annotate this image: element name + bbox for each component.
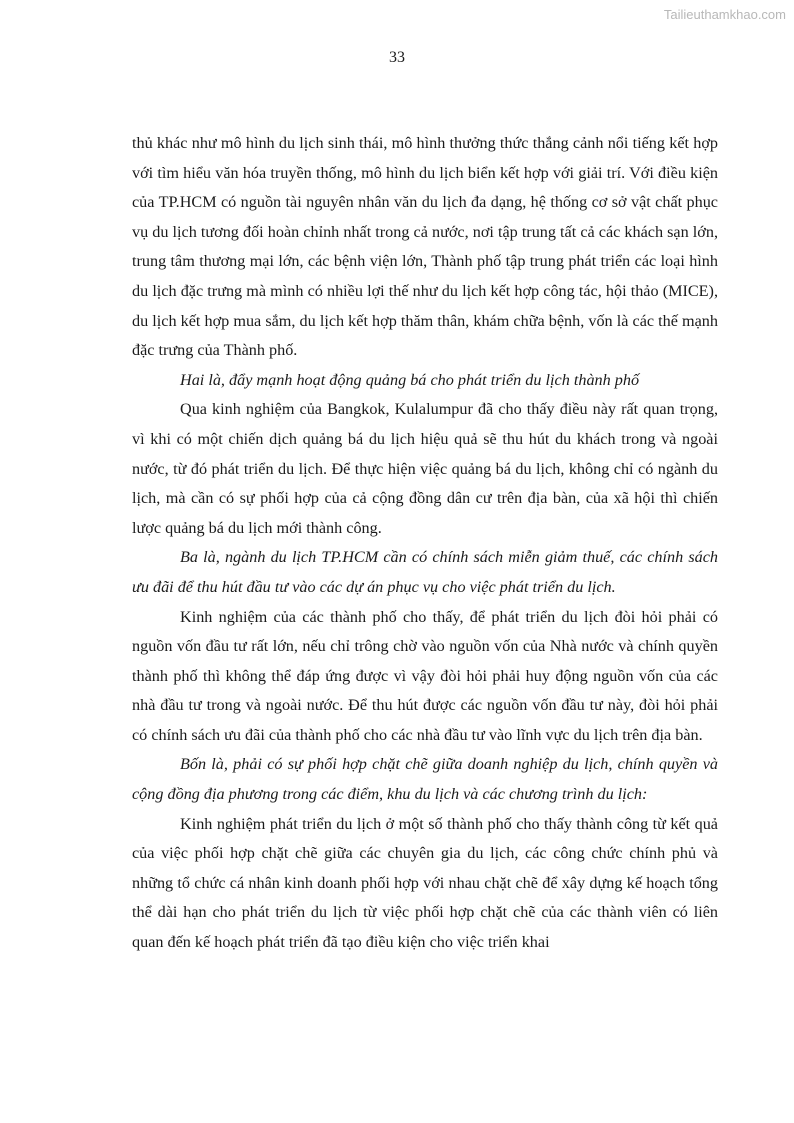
watermark: Tailieuthamkhao.com: [663, 7, 786, 22]
document-body: [132, 129, 718, 958]
paragraph-point-four: Kinh nghiệm phát triển du lịch ở một số thành phố cho thấy thành công từ kết quả của việc phối hợp chặt chẽ giữa các chuyên gia du lịch, các công chức chính phủ và những tổ chức cá nhân kinh doanh phối hợp với nhau chặt chẽ để xây dựng kế hoạch tổng thể dài hạn cho phát triển du lịch từ việc phối hợp chặt chẽ của các thành viên có liên quan đến kế hoạch phát triển đã tạo điều kiện cho việc triển khai: [132, 814, 718, 952]
heading-point-four: Bốn là, phải có sự phối hợp chặt chẽ giữa doanh nghiệp du lịch, chính quyền và cộng đồng địa phương trong các điểm, khu du lịch và các chương trình du lịch:: [132, 755, 718, 804]
heading-point-three: Ba là, ngành du lịch TP.HCM cần có chính sách miễn giảm thuế, các chính sách ưu đãi để thu hút đầu tư vào các dự án phục vụ cho việc phát triển du lịch.: [132, 548, 718, 596]
paragraph-point-two: Qua kinh nghiệm của Bangkok, Kulalumpur đã cho thấy điều này rất quan trọng, vì khi có một chiến dịch quảng bá du lịch hiệu quả sẽ thu hút du khách trong và ngoài nước, từ đó phát triển du lịch. Để thực hiện việc quảng bá du lịch, không chỉ có ngành du lịch, mà cần có sự phối hợp của cả cộng đồng dân cư trên địa bàn, của xã hội thì chiến lược quảng bá du lịch mới thành công.: [132, 400, 718, 537]
heading-point-two: Hai là, đẩy mạnh hoạt động quảng bá cho phát triển du lịch thành phố: [180, 370, 640, 389]
paragraph-continuation: thủ khác như mô hình du lịch sinh thái, mô hình thưởng thức thắng cảnh nổi tiếng kết hợp với tìm hiểu văn hóa truyền thống, mô hình du lịch biển kết hợp với giải trí. Với điều kiện của TP.HCM có nguồn tài nguyên nhân văn du lịch đa dạng, hệ thống cơ sở vật chất phục vụ du lịch tương đối hoàn chỉnh nhất trong cả nước, nơi tập trung tất cả các khách sạn lớn, trung tâm thương mại lớn, các bệnh viện lớn, Thành phố tập trung phát triển các loại hình du lịch đặc trưng mà mình có nhiều lợi thế như du lịch kết hợp công tác, hội thảo (MICE), du lịch kết hợp mua sắm, du lịch kết hợp thăm thân, khám chữa bệnh, vốn là các thế mạnh đặc trưng của Thành phố.: [132, 134, 718, 360]
page-number: 33: [389, 49, 405, 66]
paragraph-point-three: Kinh nghiệm của các thành phố cho thấy, để phát triển du lịch đòi hỏi phải có nguồn vốn đầu tư rất lớn, nếu chỉ trông chờ vào nguồn vốn của Nhà nước và chính quyền thành phố thì không thể đáp ứng được vì vậy đòi hỏi phải huy động nguồn vốn của các nhà đầu tư trong và ngoài nước. Để thu hút được các nguồn vốn đầu tư này, đòi hỏi phải có chính sách ưu đãi của thành phố cho các nhà đầu tư vào lĩnh vực du lịch trên địa bàn.: [132, 607, 718, 744]
